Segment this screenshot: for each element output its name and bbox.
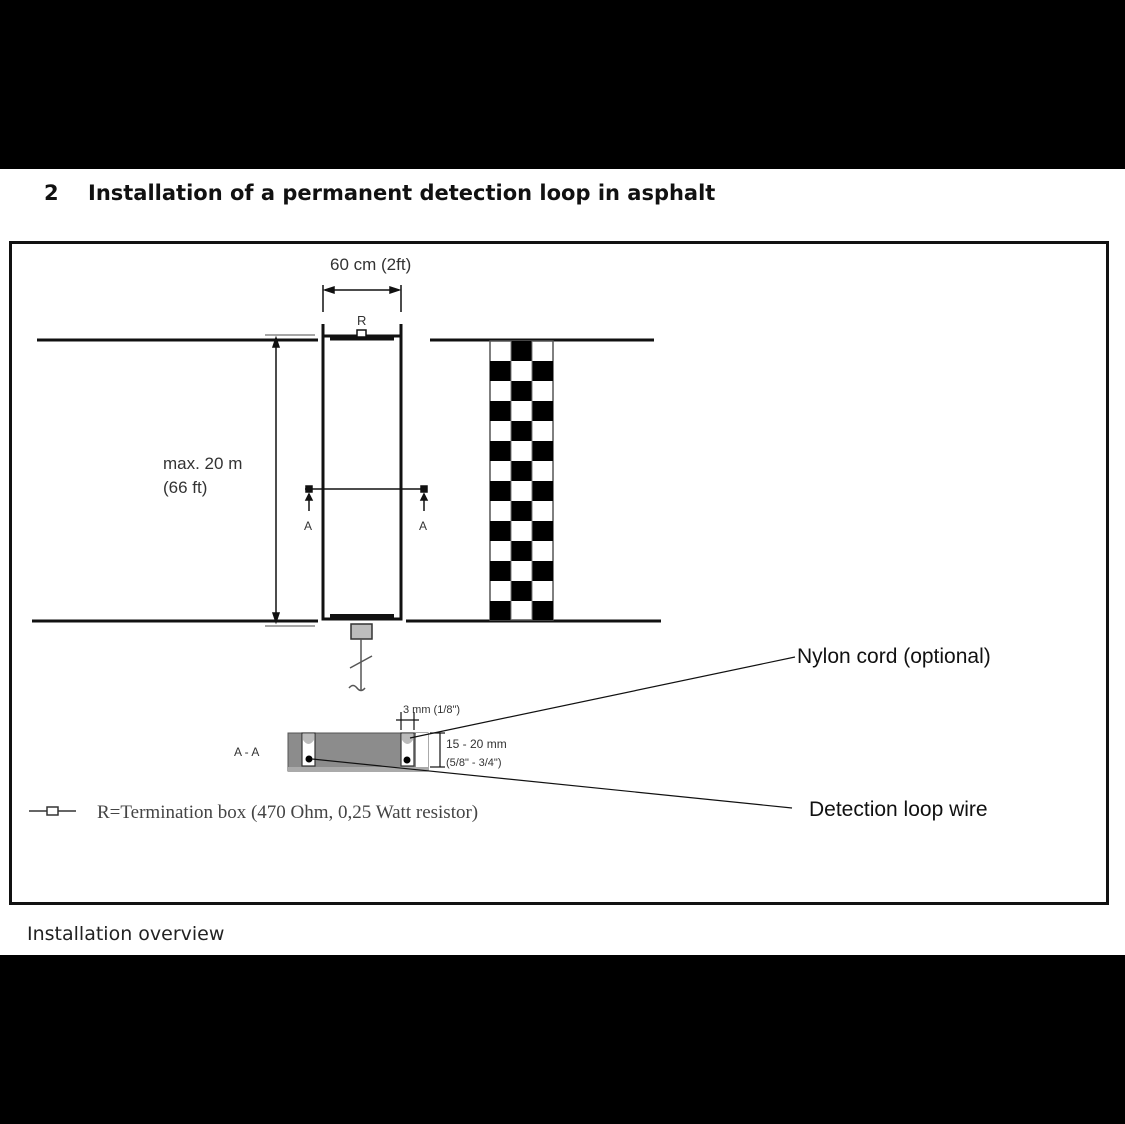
lead-in-cable <box>349 624 372 691</box>
termination-marker-label: R <box>357 313 367 328</box>
section-number: 2 <box>44 181 59 205</box>
max-length-label-1: max. 20 m <box>163 454 243 473</box>
slot-depth-metric-label: 15 - 20 mm <box>446 737 507 751</box>
detection-loop <box>323 324 401 619</box>
cross-section-a-a <box>288 733 428 771</box>
legend-termination-symbol <box>29 807 76 815</box>
checkered-marking <box>490 341 553 620</box>
section-marker-left: A <box>304 519 313 533</box>
legend-termination-text: R=Termination box (470 Ohm, 0,25 Watt resistor) <box>97 802 479 823</box>
loop-width-label: 60 cm (2ft) <box>330 255 412 274</box>
installation-diagram <box>0 169 1125 955</box>
slot-width-label: 3 mm (1/8") <box>403 704 461 716</box>
document-page <box>0 169 1125 955</box>
section-title: Installation of a permanent detection loop in asphalt <box>88 181 716 205</box>
slot-depth-imperial-label: (5/8" - 3/4") <box>446 757 502 769</box>
detection-loop-wire-label: Detection loop wire <box>809 798 988 821</box>
termination-box-r <box>357 330 366 337</box>
section-marker-right: A <box>419 519 428 533</box>
figure-caption: Installation overview <box>27 923 225 945</box>
nylon-cord-label: Nylon cord (optional) <box>797 645 991 668</box>
section-view-label: A - A <box>234 745 260 759</box>
length-dimension <box>273 338 279 622</box>
road-edges <box>32 340 661 621</box>
width-dimension <box>323 285 401 312</box>
max-length-label-2: (66 ft) <box>163 478 208 497</box>
